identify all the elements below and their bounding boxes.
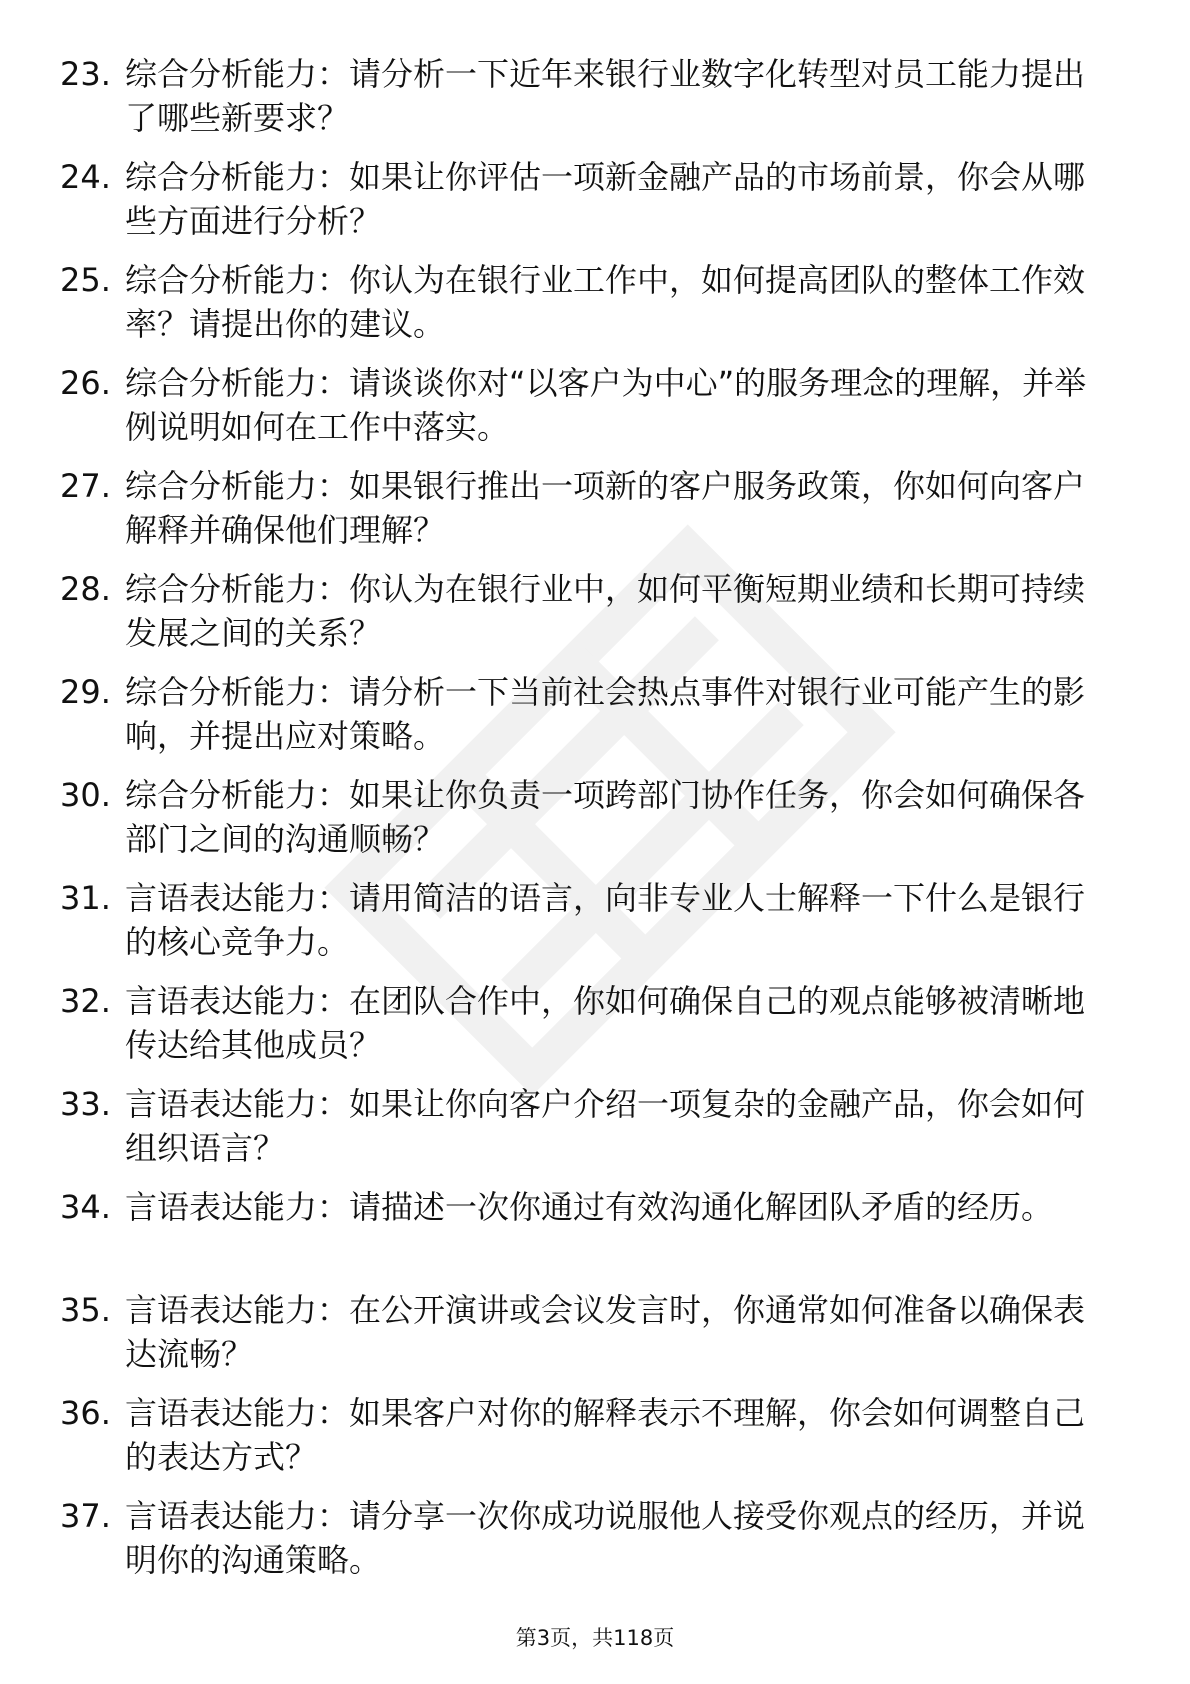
question-number: 33. [60,1085,111,1123]
question-number: 27. [60,467,111,505]
question-text: 言语表达能力：请描述一次你通过有效沟通化解团队矛盾的经历。 [125,1188,1054,1226]
question-text: 综合分析能力：你认为在银行业中，如何平衡短期业绩和长期可持续发展之间的关系？ [125,570,1086,652]
question-number: 32. [60,982,111,1020]
question-item [60,258,1110,361]
question-text: 综合分析能力：请分析一下近年来银行业数字化转型对员工能力提出了哪些新要求？ [125,55,1086,137]
question-text: 综合分析能力：如果让你负责一项跨部门协作任务，你会如何确保各部门之间的沟通顺畅？ [125,776,1086,858]
question-text: 言语表达能力：在团队合作中，你如何确保自己的观点能够被清晰地传达给其他成员？ [125,982,1086,1064]
page-footer: 第3页，共118页 [515,1626,675,1650]
question-text: 言语表达能力：请用简洁的语言，向非专业人士解释一下什么是银行的核心竞争力。 [125,879,1086,961]
question-list [60,52,1110,1597]
question-item [60,876,1110,979]
question-text: 综合分析能力：如果银行推出一项新的客户服务政策，你如何向客户解释并确保他们理解？ [125,467,1086,549]
question-item [60,1185,1110,1288]
question-number: 28. [60,570,111,608]
question-number: 34. [60,1188,111,1226]
question-item [60,52,1110,155]
question-number: 37. [60,1497,111,1535]
question-number: 23. [60,55,111,93]
question-item [60,1288,1110,1391]
question-number: 30. [60,776,111,814]
question-text: 综合分析能力：请谈谈你对“以客户为中心”的服务理念的理解，并举例说明如何在工作中落实。 [125,364,1087,446]
question-number: 31. [60,879,111,917]
question-number: 36. [60,1394,111,1432]
question-item [60,773,1110,876]
question-item [60,979,1110,1082]
question-item [60,567,1110,670]
question-item [60,1391,1110,1494]
question-number: 24. [60,158,111,196]
question-item [60,361,1110,464]
question-text: 言语表达能力：如果客户对你的解释表示不理解，你会如何调整自己的表达方式？ [125,1394,1086,1476]
question-number: 29. [60,673,111,711]
question-text: 言语表达能力：请分享一次你成功说服他人接受你观点的经历，并说明你的沟通策略。 [125,1497,1086,1579]
question-text: 综合分析能力：如果让你评估一项新金融产品的市场前景，你会从哪些方面进行分析？ [125,158,1086,240]
question-number: 26. [60,364,111,402]
question-item [60,155,1110,258]
question-text: 综合分析能力：你认为在银行业工作中，如何提高团队的整体工作效率？请提出你的建议。 [125,261,1086,343]
question-item [60,1494,1110,1597]
question-text: 言语表达能力：如果让你向客户介绍一项复杂的金融产品，你会如何组织语言？ [125,1085,1086,1167]
question-item [60,1082,1110,1185]
question-item [60,670,1110,773]
question-text: 综合分析能力：请分析一下当前社会热点事件对银行业可能产生的影响，并提出应对策略。 [125,673,1086,755]
question-item [60,464,1110,567]
question-text: 言语表达能力：在公开演讲或会议发言时，你通常如何准备以确保表达流畅？ [125,1291,1086,1373]
question-number: 25. [60,261,111,299]
question-number: 35. [60,1291,111,1329]
